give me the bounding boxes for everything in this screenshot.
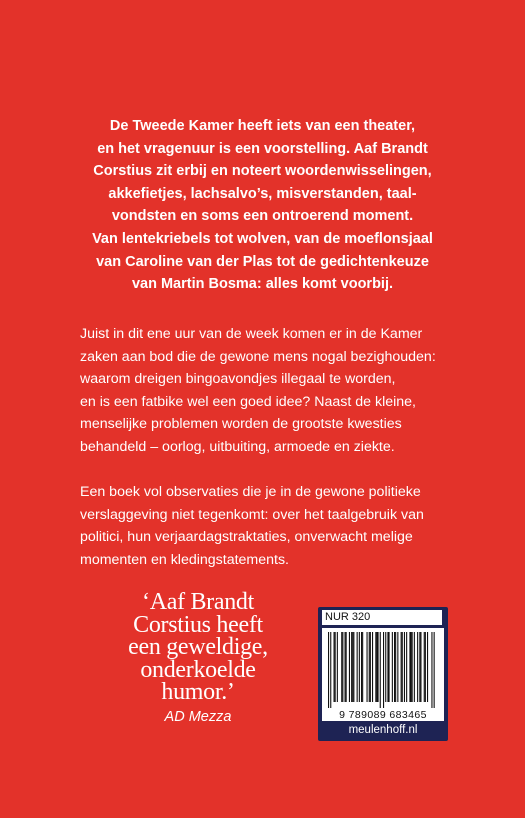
quote-line: Corstius heeft — [133, 611, 263, 638]
barcode-bar — [385, 632, 386, 702]
quote-line: humor.’ — [161, 679, 235, 706]
barcode-bar — [341, 632, 342, 702]
review-quote — [98, 591, 298, 704]
nur-code: NUR 320 — [322, 610, 442, 625]
barcode-bar — [376, 632, 377, 702]
intro-line: Van lentekriebels tot wolven, van de moeflonsjaal — [92, 230, 433, 247]
barcode-bar — [378, 632, 379, 702]
barcode-bar — [367, 632, 368, 702]
barcode-bar — [424, 632, 425, 702]
publisher-url: meulenhoff.nl — [348, 724, 418, 736]
barcode-bar — [420, 632, 421, 702]
barcode-bar — [372, 632, 373, 702]
barcode-bar — [434, 632, 435, 708]
barcode-bar — [328, 632, 329, 708]
barcode-bar — [351, 632, 352, 702]
paragraph-line: en is een fatbike wel een goed idee? Naast de kleine, — [80, 393, 417, 410]
barcode-bar — [425, 632, 426, 702]
barcode-bar — [404, 632, 405, 702]
barcode-bar — [369, 632, 370, 702]
paragraph-line: Juist in dit ene uur van de week komen er in de Kamer — [80, 326, 423, 342]
barcode-bar — [345, 632, 346, 702]
barcode-bar — [389, 632, 390, 702]
barcode-bar — [409, 632, 410, 702]
barcode-bar — [394, 632, 395, 702]
description-paragraph-1 — [80, 323, 485, 459]
paragraph-line: Een boek vol observaties die je in de gewone politieke — [80, 484, 421, 500]
barcode-bar — [330, 632, 331, 708]
isbn-barcode — [322, 628, 444, 721]
barcode-bar — [419, 632, 420, 702]
barcode-bar — [431, 632, 432, 708]
barcode-bar — [349, 632, 350, 702]
barcode-bar — [395, 632, 396, 702]
barcode-bar — [417, 632, 418, 702]
barcode-box — [318, 607, 448, 741]
barcode-bar — [370, 632, 371, 702]
barcode-bar — [401, 632, 402, 702]
intro-blurb — [60, 115, 465, 296]
intro-line: van Caroline van der Plas tot de gedichtenkeuze — [96, 253, 429, 270]
quote-source: AD Mezza — [164, 709, 232, 725]
paragraph-line: zaken aan bod die de gewone mens nogal bezighouden: — [80, 348, 436, 365]
intro-line: en het vragenuur is een voorstelling. Aaf Brandt — [97, 140, 428, 157]
barcode-bar — [362, 632, 363, 702]
barcode-bar — [359, 632, 360, 702]
barcode-bar — [357, 632, 358, 702]
barcode-bar — [406, 632, 407, 702]
barcode-bar — [402, 632, 403, 702]
barcode-bar — [337, 632, 338, 702]
barcode-bar — [380, 632, 381, 708]
barcode-bar — [397, 632, 398, 702]
barcode-bar — [342, 632, 343, 702]
barcode-bar — [414, 632, 415, 702]
barcode-bar — [335, 632, 336, 702]
quote-line: onderkoelde — [140, 656, 256, 683]
barcode-bar — [412, 632, 413, 702]
paragraph-line: momenten en kledingstatements. — [80, 551, 289, 568]
barcode-bar — [411, 632, 412, 702]
intro-line: Corstius zit erbij en noteert woordenwisselingen, — [93, 163, 432, 180]
barcode-bar — [346, 632, 347, 702]
quote-line: ‘Aaf Brandt — [142, 589, 254, 615]
isbn-number: 9 789089 683465 — [339, 709, 427, 721]
intro-line: akkefietjes, lachsalvo’s, misverstanden, taal- — [108, 185, 417, 202]
barcode-bar — [392, 632, 393, 702]
intro-line: vondsten en soms een ontroerend moment. — [111, 208, 414, 225]
barcode-bar — [361, 632, 362, 702]
quote-line: een geweldige, — [128, 634, 268, 661]
paragraph-line: menselijke problemen worden de grootste kwesties — [80, 416, 402, 433]
barcode-bar — [427, 632, 428, 702]
barcode-bar — [334, 632, 335, 702]
barcode-bar — [353, 632, 354, 702]
intro-line: van Martin Bosma: alles komt voorbij. — [131, 276, 394, 293]
barcode-bar — [375, 632, 376, 702]
barcode-bar — [387, 632, 388, 702]
intro-line: De Tweede Kamer heeft iets van een theater, — [109, 118, 416, 134]
barcode-bar — [383, 632, 384, 708]
paragraph-line: waarom dreigen bingoavondjes illegaal te worden, — [80, 371, 396, 388]
description-paragraph-2 — [80, 481, 485, 571]
paragraph-line: politici, hun verjaardagstraktaties, onverwacht melige — [80, 529, 413, 546]
paragraph-line: behandeld – oorlog, uitbuiting, armoede en ziekte. — [80, 438, 395, 455]
paragraph-line: verslaggeving niet tegenkomt: over het taalgebruik van — [80, 506, 424, 523]
barcode-bars — [322, 628, 444, 708]
barcode-bar — [352, 632, 353, 702]
